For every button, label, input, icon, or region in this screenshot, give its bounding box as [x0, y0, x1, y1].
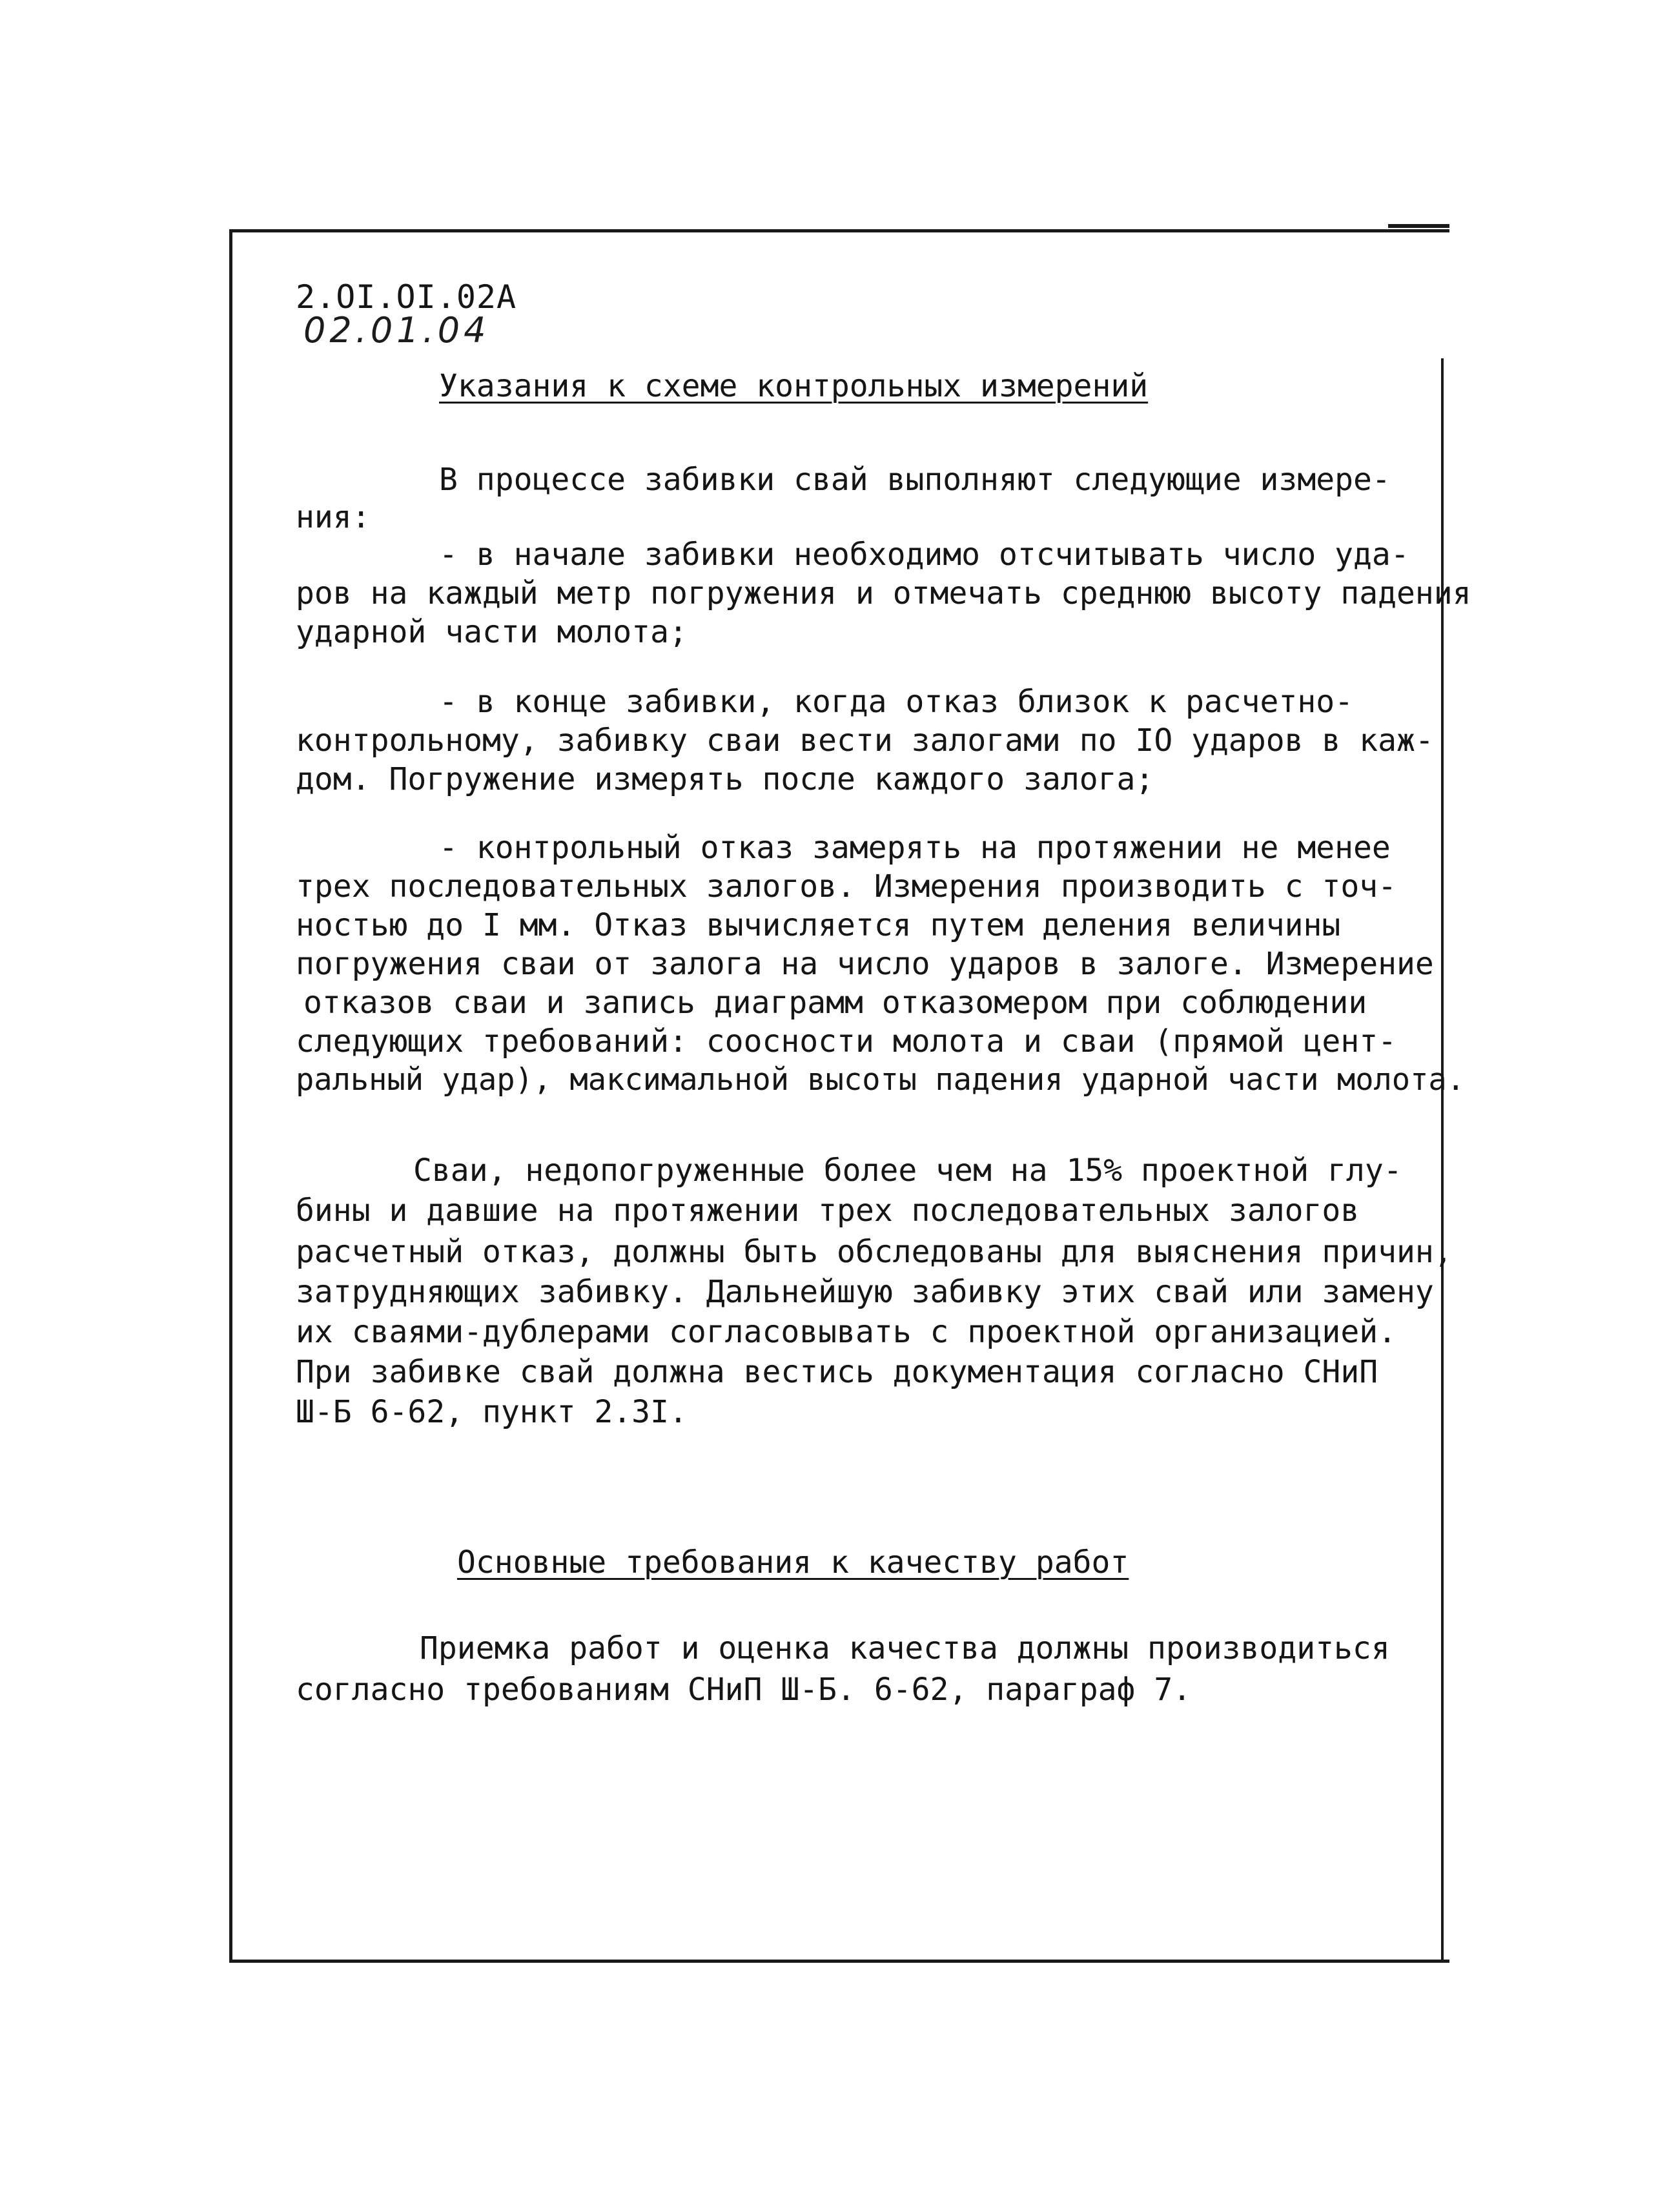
text-line: ральный удар), максимальной высоты падения ударной части молота. [296, 1062, 1465, 1098]
text-line: затрудняющих забивку. Дальнейшую забивку этих свай или замену [296, 1274, 1434, 1310]
text-line: погружения сваи от залога на число ударов в залоге. Измерение [296, 946, 1434, 982]
text-line: следующих требований: соосности молота и сваи (прямой цент- [296, 1023, 1397, 1060]
text-line: - в конце забивки, когда отказ близок к расчетно- [439, 684, 1354, 720]
text-line: Сваи, недопогруженные более чем на 15% проектной глу- [413, 1152, 1402, 1189]
text-line: ностью до I мм. Отказ вычисляется путем деления величины [296, 907, 1341, 943]
text-line: дом. Погружение измерять после каждого залога; [296, 761, 1154, 797]
text-line: ния: [296, 499, 371, 535]
text-line: Ш-Б 6-62, пункт 2.3I. [296, 1394, 688, 1430]
text-line: ударной части молота; [296, 614, 688, 650]
text-line: трех последовательных залогов. Измерения производить с точ- [296, 868, 1397, 905]
text-line: - в начале забивки необходимо отсчитывать число уда- [439, 537, 1409, 573]
document-code: 2.OI.OI.02A [296, 278, 517, 316]
text-line: Приемка работ и оценка качества должны производиться [420, 1630, 1390, 1666]
text-line: расчетный отказ, должны быть обследованы для выяснения причин, [296, 1234, 1453, 1270]
text-line: их сваями-дублерами согласовывать с проектной организацией. [296, 1314, 1397, 1350]
text-line: согласно требованиям СНиП Ш-Б. 6-62, параграф 7. [296, 1672, 1192, 1708]
text-line: При забивке свай должна вестись документация согласно СНиП [296, 1354, 1378, 1390]
section-heading-quality: Основные требования к качеству работ [457, 1544, 1129, 1581]
frame-top-border [229, 229, 1449, 232]
text-line: - контрольный отказ замерять на протяжении не менее [439, 830, 1391, 866]
text-line: В процессе забивки свай выполняют следующие измере- [439, 462, 1391, 498]
frame-left-border [229, 229, 232, 1963]
text-line: ров на каждый метр погружения и отмечать среднюю высоту падения [296, 575, 1471, 611]
text-line: бины и давшие на протяжении трех последовательных залогов [296, 1193, 1360, 1229]
section-heading-measurements: Указания к схеме контрольных измерений [439, 368, 1149, 404]
text-line: контрольному, забивку сваи вести залогами по IO ударов в каж- [296, 722, 1434, 759]
document-code-handwritten: 02.01.04 [303, 310, 490, 351]
text-line: отказов сваи и запись диаграмм отказомером при соблюдении [303, 985, 1367, 1021]
frame-bottom-border [229, 1960, 1449, 1963]
frame-top-mark [1388, 224, 1449, 228]
